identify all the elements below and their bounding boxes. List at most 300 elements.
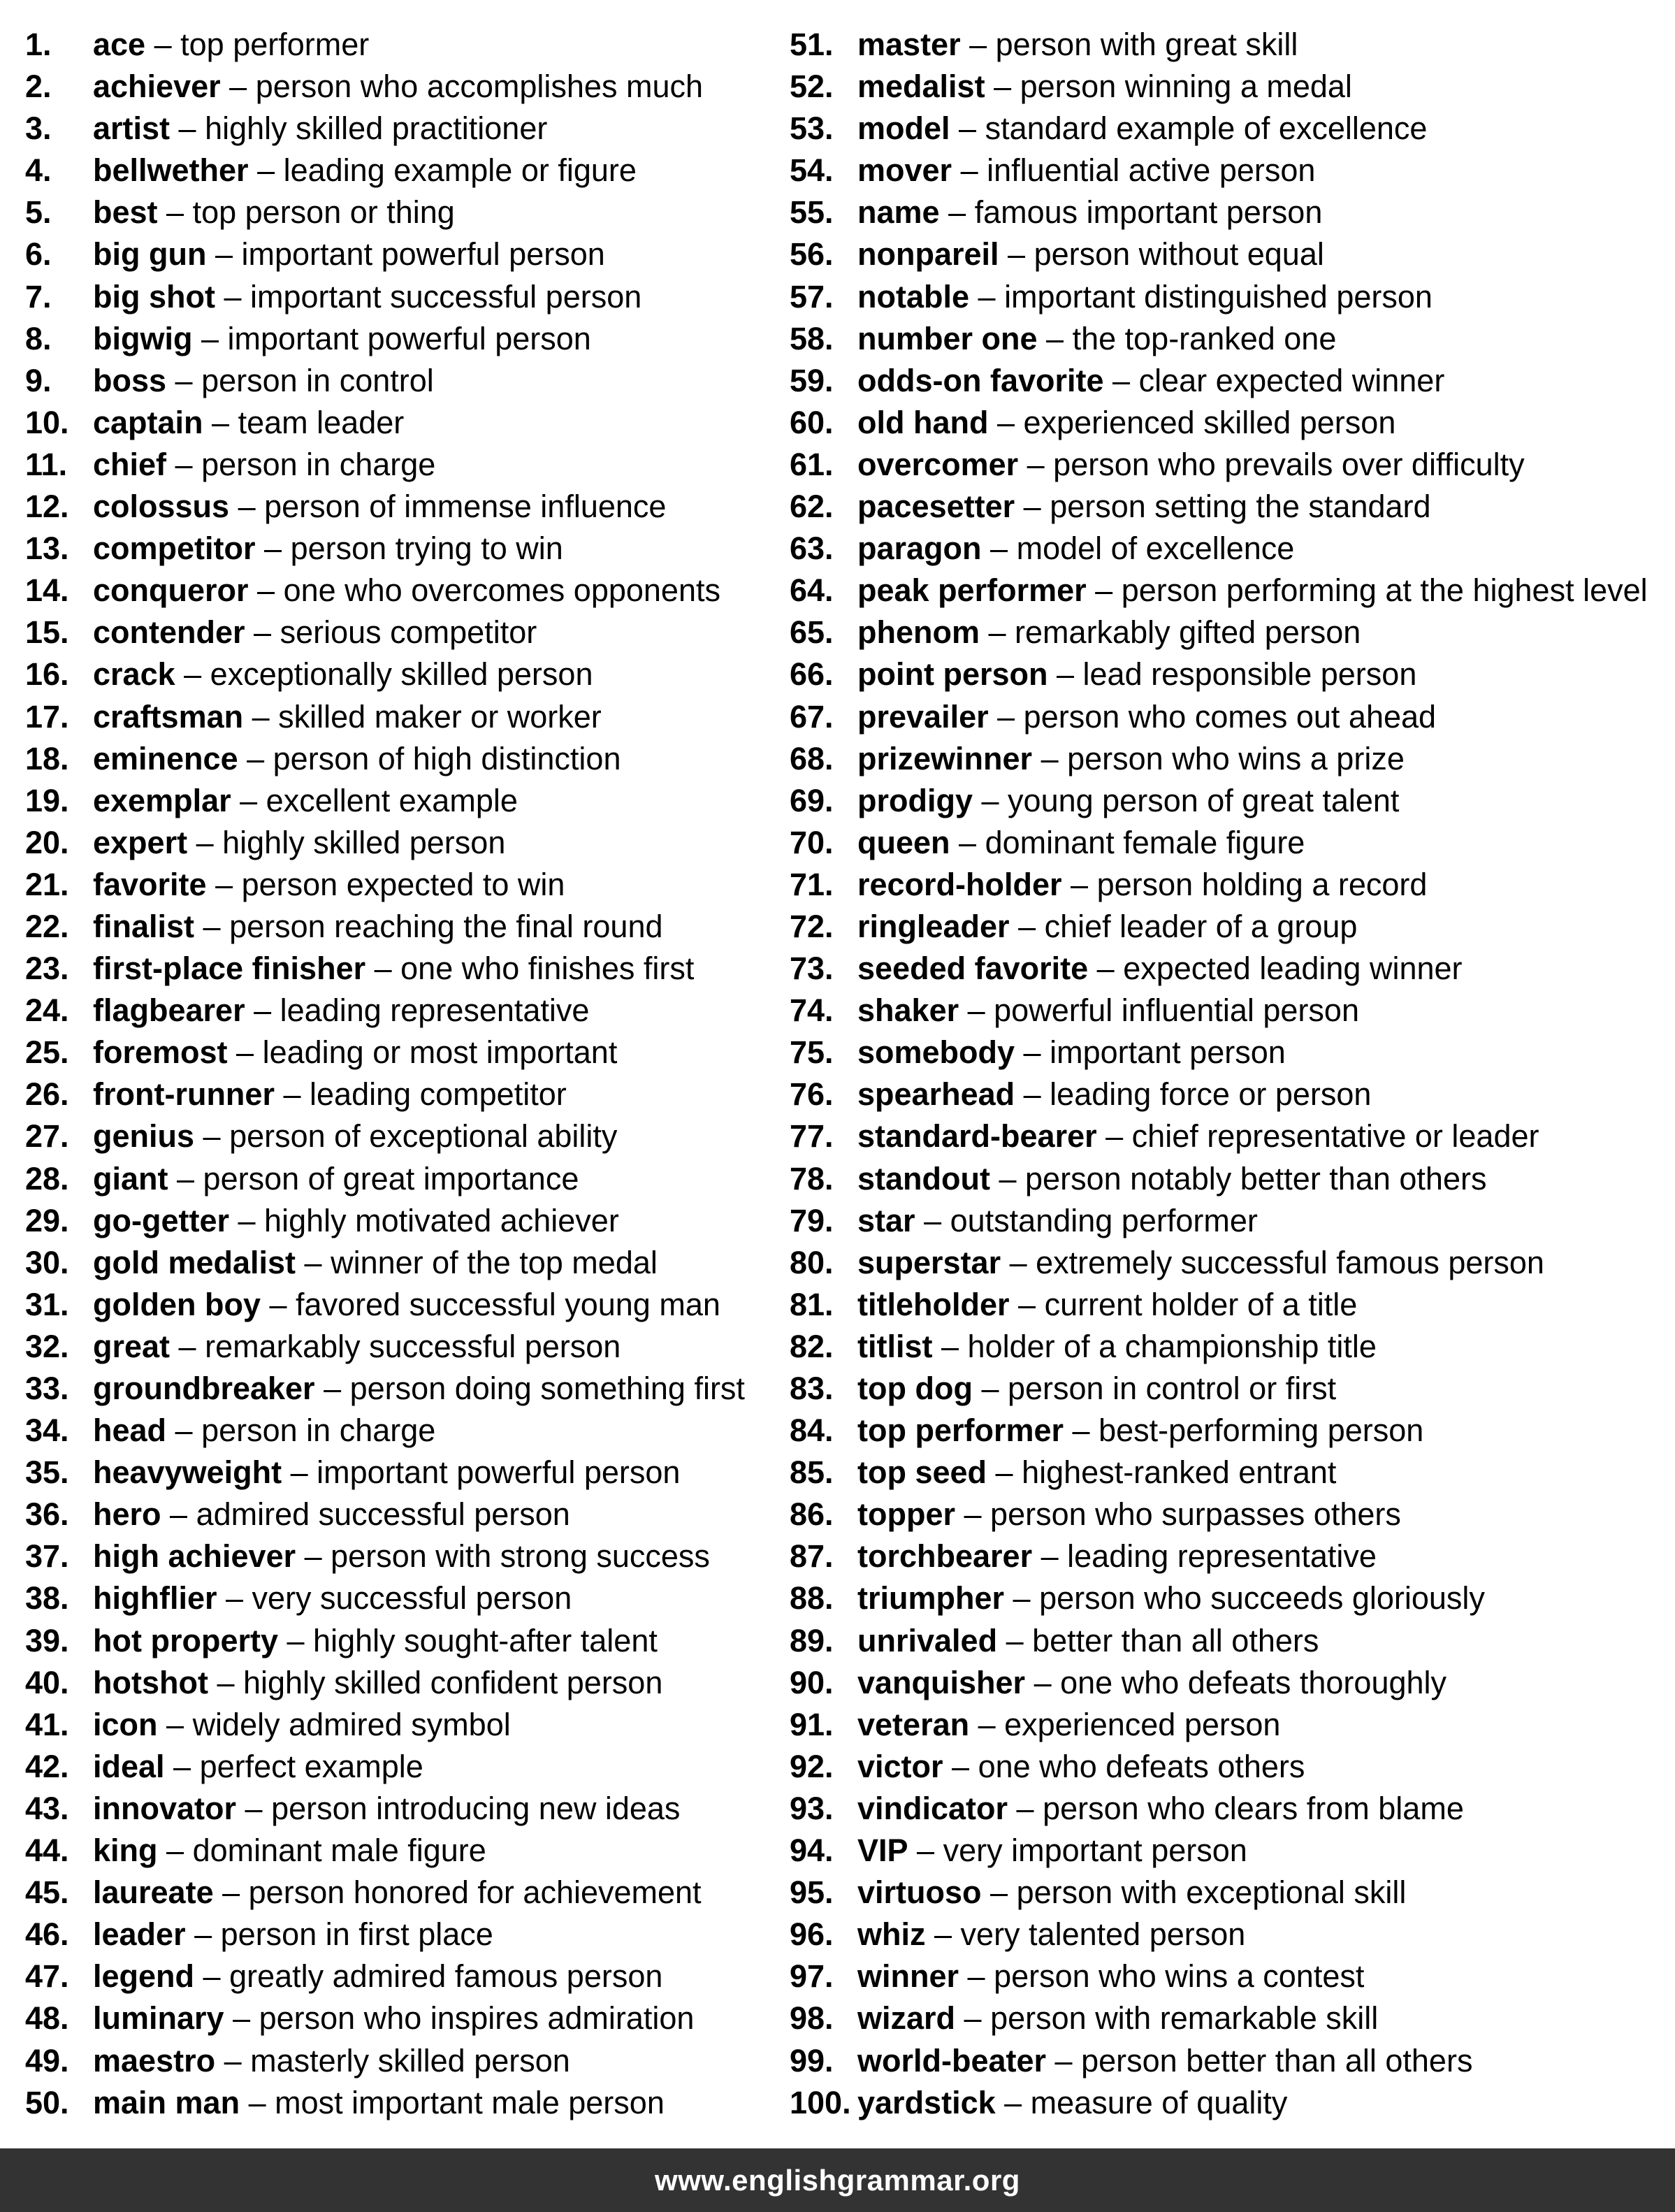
item-definition: important distinguished person <box>1004 278 1433 315</box>
item-definition: person winning a medal <box>1020 68 1352 105</box>
list-item <box>790 1368 1663 1410</box>
list-item <box>25 360 766 402</box>
item-number: 6. <box>25 236 52 273</box>
item-definition: person in control or first <box>1007 1371 1337 1406</box>
item-word: paragon <box>857 530 982 567</box>
list-item <box>25 1242 766 1284</box>
item-definition: remarkably successful person <box>205 1328 621 1364</box>
item-number: 50. <box>25 2084 69 2120</box>
item-word: point person <box>857 656 1048 693</box>
item-text <box>93 1788 680 1830</box>
item-number: 46. <box>25 1916 69 1953</box>
item-text <box>857 1830 1247 1872</box>
item-text <box>93 318 591 360</box>
item-text <box>93 1032 617 1074</box>
item-text <box>857 906 1357 948</box>
item-word: yardstick <box>857 2084 996 2120</box>
item-definition: remarkably gifted person <box>1015 614 1361 651</box>
list-item <box>790 360 1663 402</box>
item-definition: person who surpasses others <box>990 1496 1401 1533</box>
item-definition: person honored for achievement <box>248 1874 702 1911</box>
item-text <box>93 444 435 486</box>
item-word: pacesetter <box>857 489 1015 525</box>
item-word: seeded favorite <box>857 950 1089 987</box>
item-number: 83. <box>790 1371 834 1406</box>
item-text <box>93 696 602 738</box>
list-item <box>25 1662 766 1704</box>
item-word: record-holder <box>857 866 1062 902</box>
list-item <box>25 1704 766 1746</box>
item-separator: – <box>972 1371 1008 1406</box>
item-text <box>857 780 1399 822</box>
list-item <box>25 906 766 948</box>
item-separator: – <box>166 362 202 398</box>
item-word: best <box>93 194 158 231</box>
list-item <box>790 191 1663 233</box>
item-definition: person in control <box>201 362 434 398</box>
word-list-left-column <box>25 24 766 2124</box>
item-number: 24. <box>25 992 69 1029</box>
item-separator: – <box>1015 1034 1050 1071</box>
item-separator: – <box>989 1160 1026 1197</box>
item-word: front-runner <box>93 1076 275 1113</box>
list-item <box>790 233 1663 275</box>
item-definition: person performing at the highest level <box>1121 572 1648 609</box>
item-text <box>857 360 1444 402</box>
item-number: 20. <box>25 824 69 860</box>
list-item <box>25 1032 766 1074</box>
item-word: vindicator <box>857 1790 1008 1826</box>
item-text <box>93 1830 486 1872</box>
item-text <box>857 1074 1371 1115</box>
item-definition: person who accomplishes much <box>255 68 703 105</box>
footer-url[interactable]: www.englishgrammar.org <box>655 2163 1020 2197</box>
list-item <box>25 1535 766 1577</box>
item-definition: current holder of a title <box>1044 1286 1358 1322</box>
item-definition: winner of the top medal <box>331 1244 658 1280</box>
item-number: 65. <box>790 614 834 651</box>
item-definition: leading competitor <box>310 1076 567 1113</box>
item-text <box>857 1956 1364 1997</box>
item-separator: – <box>296 1538 331 1575</box>
list-item <box>790 906 1663 948</box>
item-definition: person who clears from blame <box>1043 1790 1464 1826</box>
item-separator: – <box>243 698 279 735</box>
item-text <box>93 2040 570 2082</box>
item-text <box>93 822 505 864</box>
item-definition: leading representative <box>280 992 590 1029</box>
item-separator: – <box>248 572 284 609</box>
item-text <box>857 528 1294 570</box>
item-definition: perfect example <box>199 1748 423 1784</box>
item-word: hotshot <box>93 1664 208 1700</box>
item-separator: – <box>194 1118 230 1155</box>
list-item <box>25 1452 766 1494</box>
item-number: 5. <box>25 194 52 231</box>
item-definition: masterly skilled person <box>250 2042 570 2079</box>
item-separator: – <box>1103 362 1139 398</box>
item-number: 37. <box>25 1538 69 1575</box>
item-text <box>857 444 1525 486</box>
item-definition: highly motivated achiever <box>264 1202 619 1238</box>
item-number: 47. <box>25 1958 69 1995</box>
item-number: 82. <box>790 1328 834 1364</box>
item-word: big shot <box>93 278 215 315</box>
item-separator: – <box>314 1371 350 1406</box>
item-definition: leading or most important <box>262 1034 618 1071</box>
item-text <box>93 276 641 318</box>
item-definition: most important male person <box>275 2084 665 2120</box>
item-separator: – <box>1086 572 1122 609</box>
item-word: standard-bearer <box>857 1118 1097 1155</box>
item-separator: – <box>248 152 284 189</box>
item-word: finalist <box>93 908 195 944</box>
item-definition: person holding a record <box>1096 866 1428 902</box>
item-text <box>93 1452 680 1494</box>
item-definition: person better than all others <box>1081 2042 1473 2079</box>
list-item <box>25 822 766 864</box>
item-word: chief <box>93 446 167 482</box>
item-word: prizewinner <box>857 740 1033 776</box>
list-item <box>790 612 1663 653</box>
list-item <box>25 1956 766 1997</box>
item-definition: one who defeats others <box>978 1748 1305 1784</box>
item-word: titlist <box>857 1328 933 1364</box>
item-word: ringleader <box>857 908 1010 944</box>
item-number: 93. <box>790 1790 834 1826</box>
item-text <box>857 318 1336 360</box>
item-text <box>857 2040 1472 2082</box>
item-word: maestro <box>93 2042 216 2079</box>
item-number: 14. <box>25 572 69 609</box>
item-definition: person doing something first <box>349 1371 745 1406</box>
item-separator: – <box>255 530 291 567</box>
item-definition: expected leading winner <box>1123 950 1463 987</box>
item-definition: person trying to win <box>290 530 563 567</box>
item-definition: very successful person <box>252 1580 572 1617</box>
item-definition: greatly admired famous person <box>229 1958 663 1995</box>
list-item <box>790 1956 1663 1997</box>
item-word: genius <box>93 1118 195 1155</box>
list-item <box>790 1115 1663 1157</box>
item-number: 98. <box>790 2000 834 2037</box>
list-item <box>790 570 1663 612</box>
item-separator: – <box>1047 656 1083 693</box>
item-text <box>857 150 1315 191</box>
item-text <box>857 1662 1446 1704</box>
item-separator: – <box>1032 1538 1068 1575</box>
item-number: 41. <box>25 1706 69 1742</box>
list-item <box>25 1872 766 1914</box>
item-separator: – <box>206 866 242 902</box>
item-text <box>93 1746 423 1788</box>
item-separator: – <box>1008 1790 1043 1826</box>
item-word: number one <box>857 320 1038 356</box>
item-separator: – <box>168 1160 203 1197</box>
item-text <box>857 738 1405 780</box>
item-number: 63. <box>790 530 834 567</box>
list-item <box>25 1115 766 1157</box>
item-word: golden boy <box>93 1286 261 1322</box>
item-separator: – <box>229 489 265 525</box>
item-number: 30. <box>25 1244 69 1280</box>
item-definition: leading force or person <box>1050 1076 1372 1113</box>
item-separator: – <box>261 1286 296 1322</box>
item-definition: important person <box>1050 1034 1286 1071</box>
item-number: 27. <box>25 1118 69 1155</box>
item-number: 10. <box>25 404 69 440</box>
item-text <box>857 1326 1377 1368</box>
list-item <box>25 864 766 906</box>
item-definition: person in charge <box>201 1412 436 1449</box>
item-definition: very important person <box>943 1833 1247 1869</box>
item-definition: person who comes out ahead <box>1023 698 1437 735</box>
item-separator: – <box>950 110 985 147</box>
list-item <box>790 696 1663 738</box>
item-number: 64. <box>790 572 834 609</box>
item-separator: – <box>997 1622 1033 1658</box>
item-word: prevailer <box>857 698 989 735</box>
item-text <box>93 1494 570 1535</box>
list-item <box>25 1158 766 1200</box>
item-word: veteran <box>857 1706 970 1742</box>
list-item <box>790 1830 1663 1872</box>
item-definition: one who defeats thoroughly <box>1060 1664 1447 1700</box>
item-word: nonpareil <box>857 236 999 273</box>
item-text <box>857 1914 1245 1956</box>
item-text <box>93 653 593 695</box>
item-number: 52. <box>790 68 834 105</box>
list-item <box>25 24 766 66</box>
item-word: competitor <box>93 530 256 567</box>
item-number: 77. <box>790 1118 834 1155</box>
item-separator: – <box>245 992 280 1029</box>
item-separator: – <box>981 1874 1017 1911</box>
item-word: victor <box>857 1748 943 1784</box>
item-text <box>857 1200 1258 1242</box>
item-number: 21. <box>25 866 69 902</box>
item-definition: outstanding performer <box>950 1202 1258 1238</box>
item-word: king <box>93 1833 158 1869</box>
item-definition: person without equal <box>1034 236 1324 273</box>
item-separator: – <box>170 1328 205 1364</box>
item-number: 26. <box>25 1076 69 1113</box>
item-number: 57. <box>790 278 834 315</box>
item-number: 18. <box>25 740 69 776</box>
item-text <box>857 1746 1305 1788</box>
item-word: giant <box>93 1160 168 1197</box>
item-separator: – <box>952 152 987 189</box>
item-definition: person of high distinction <box>273 740 621 776</box>
item-separator: – <box>236 1790 272 1826</box>
item-separator: – <box>973 782 1008 818</box>
list-item <box>790 1620 1663 1662</box>
item-separator: – <box>365 950 401 987</box>
item-separator: – <box>203 404 238 440</box>
item-number: 40. <box>25 1664 69 1700</box>
item-text <box>93 1284 720 1326</box>
item-definition: serious competitor <box>280 614 537 651</box>
item-number: 28. <box>25 1160 69 1197</box>
item-text <box>93 360 434 402</box>
item-text <box>93 1535 710 1577</box>
item-definition: favored successful young man <box>296 1286 720 1322</box>
item-text <box>857 1872 1406 1914</box>
item-word: vanquisher <box>857 1664 1026 1700</box>
list-item <box>790 486 1663 528</box>
item-separator: – <box>1064 1412 1099 1449</box>
item-text <box>857 276 1433 318</box>
item-definition: person who wins a contest <box>994 1958 1365 1995</box>
item-separator: – <box>161 1496 196 1533</box>
item-number: 88. <box>790 1580 834 1617</box>
item-word: titleholder <box>857 1286 1010 1322</box>
item-text <box>93 528 563 570</box>
item-text <box>857 1242 1544 1284</box>
item-definition: person notably better than others <box>1025 1160 1487 1197</box>
item-definition: holder of a championship title <box>967 1328 1377 1364</box>
item-word: go-getter <box>93 1202 229 1238</box>
item-text <box>857 24 1298 66</box>
list-item <box>25 444 766 486</box>
item-definition: model of excellence <box>1016 530 1295 567</box>
item-separator: – <box>145 27 181 62</box>
item-text <box>93 906 663 948</box>
item-separator: – <box>1088 950 1124 987</box>
item-separator: – <box>185 1916 221 1953</box>
item-separator: – <box>1037 320 1073 356</box>
item-number: 3. <box>25 110 52 147</box>
list-item <box>25 1284 766 1326</box>
item-text <box>93 864 565 906</box>
list-item <box>790 1535 1663 1577</box>
item-word: odds-on favorite <box>857 362 1104 398</box>
item-separator: – <box>282 1454 317 1491</box>
list-item <box>790 1200 1663 1242</box>
item-text <box>857 1620 1319 1662</box>
item-definition: skilled maker or worker <box>278 698 602 735</box>
item-text <box>857 1115 1539 1157</box>
list-item <box>790 1914 1663 1956</box>
item-word: artist <box>93 110 171 147</box>
list-item <box>25 318 766 360</box>
item-word: notable <box>857 278 970 315</box>
item-number: 22. <box>25 908 69 944</box>
item-text <box>857 1158 1486 1200</box>
item-number: 29. <box>25 1202 69 1238</box>
item-word: superstar <box>857 1244 1001 1280</box>
item-word: main man <box>93 2084 240 2120</box>
item-number: 42. <box>25 1748 69 1784</box>
item-text <box>93 948 694 990</box>
item-word: groundbreaker <box>93 1371 315 1406</box>
item-text <box>857 1410 1423 1452</box>
list-item <box>790 990 1663 1032</box>
list-item <box>790 24 1663 66</box>
item-number: 49. <box>25 2042 69 2079</box>
item-number: 58. <box>790 320 834 356</box>
item-definition: famous important person <box>974 194 1323 231</box>
item-definition: experienced skilled person <box>1023 404 1396 440</box>
item-definition: person who wins a prize <box>1067 740 1405 776</box>
list-item <box>790 948 1663 990</box>
item-separator: – <box>985 68 1020 105</box>
item-number: 2. <box>25 68 52 105</box>
item-text <box>857 1997 1378 2039</box>
item-word: topper <box>857 1496 955 1533</box>
item-separator: – <box>213 1874 249 1911</box>
item-separator: – <box>969 1706 1005 1742</box>
item-text <box>857 864 1427 906</box>
item-word: ace <box>93 27 146 62</box>
item-number: 53. <box>790 110 834 147</box>
item-text <box>93 402 404 444</box>
item-definition: person of immense influence <box>264 489 667 525</box>
list-item <box>790 2082 1663 2124</box>
item-word: exemplar <box>93 782 231 818</box>
item-separator: – <box>194 908 230 944</box>
list-item <box>25 696 766 738</box>
item-text <box>857 1368 1336 1410</box>
item-number: 66. <box>790 656 834 693</box>
item-definition: very talented person <box>960 1916 1246 1953</box>
item-text <box>857 233 1324 275</box>
item-separator: – <box>206 236 242 273</box>
item-separator: – <box>1032 740 1068 776</box>
item-definition: powerful influential person <box>994 992 1359 1029</box>
item-text <box>93 1997 694 2039</box>
item-number: 61. <box>790 446 834 482</box>
item-definition: team leader <box>238 404 405 440</box>
item-number: 8. <box>25 320 52 356</box>
list-item <box>790 276 1663 318</box>
item-separator: – <box>943 1748 978 1784</box>
item-word: high achiever <box>93 1538 296 1575</box>
list-item <box>790 864 1663 906</box>
item-text <box>93 486 666 528</box>
item-definition: influential active person <box>987 152 1316 189</box>
item-text <box>93 1242 658 1284</box>
item-definition: person who prevails over difficulty <box>1053 446 1525 482</box>
list-item <box>25 1620 766 1662</box>
item-definition: admired successful person <box>196 1496 570 1533</box>
item-text <box>857 1284 1357 1326</box>
item-text <box>93 612 537 653</box>
item-definition: chief representative or leader <box>1131 1118 1539 1155</box>
item-definition: person with strong success <box>331 1538 710 1575</box>
list-item <box>790 780 1663 822</box>
item-number: 51. <box>790 27 834 62</box>
item-number: 69. <box>790 782 834 818</box>
list-item <box>25 612 766 653</box>
item-definition: standard example of excellence <box>985 110 1428 147</box>
item-definition: young person of great talent <box>1008 782 1400 818</box>
item-word: winner <box>857 1958 959 1995</box>
item-number: 92. <box>790 1748 834 1784</box>
item-definition: better than all others <box>1032 1622 1319 1658</box>
item-separator: – <box>224 2000 259 2037</box>
list-item <box>25 1577 766 1619</box>
item-number: 94. <box>790 1833 834 1869</box>
item-separator: – <box>1004 1580 1040 1617</box>
item-definition: person of exceptional ability <box>229 1118 618 1155</box>
item-word: standout <box>857 1160 990 1197</box>
item-word: wizard <box>857 2000 956 2037</box>
item-number: 38. <box>25 1580 69 1617</box>
item-word: star <box>857 1202 915 1238</box>
item-separator: – <box>220 68 256 105</box>
item-separator: – <box>245 614 280 651</box>
